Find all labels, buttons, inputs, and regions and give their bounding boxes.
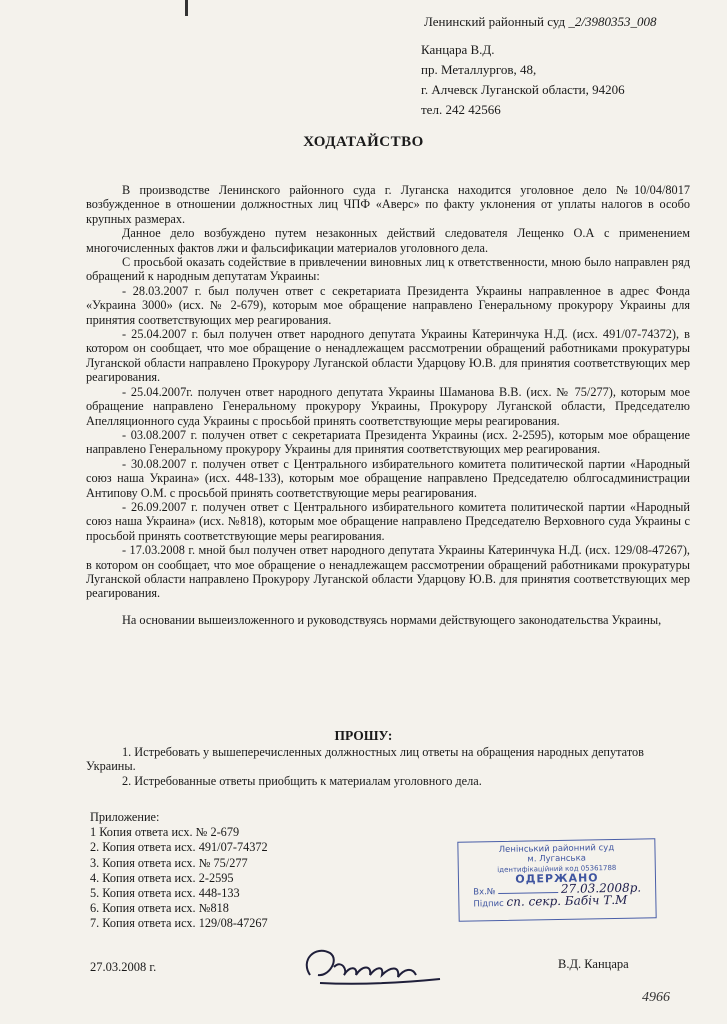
stamp-line: ідентифікаційний код 05361788 [497, 863, 617, 875]
court-stamp [457, 838, 656, 921]
appendix-item: 5. Копия ответа исх. 448-133 [90, 886, 240, 901]
request-heading: ПРОШУ: [334, 728, 393, 743]
stamp-received: ОДЕРЖАНО [515, 871, 599, 886]
paragraph: - 25.04.2007 г. был получен ответ народного депутата Украины Катеринчука Н.Д. (исх. 491/07-74372), в котором он сообщает, что мое обращение о ненадлежащем рассмотрении обращений работниками прокуратуры Луганской области направлено Прокурору Луганской области Ударцову Ю.В. для принятия соответствующих мер реагирования. [86, 327, 690, 385]
sender-block [421, 40, 625, 120]
stamp-in-date: 27.03.2008р. [560, 880, 642, 896]
court-name: Ленинский районный суд [424, 14, 566, 29]
document-title: ХОДАТАЙСТВО [303, 134, 424, 150]
paragraph: - 17.03.2008 г. мной был получен ответ народного депутата Украины Катеринчука Н.Д. (исх. 129/08-47267), в котором он сообщает, что мое обращение о ненадлежащем рассмотрении обращений работниками прокуратуры Луганской области направлено Прокурору Луганской области Ударцову Ю.В. для принятия соответствующих мер реагирования. [86, 543, 690, 601]
stamp-sign-label: Підпис [473, 898, 504, 910]
appendix-item: 1 Копия ответа исх. № 2-679 [90, 825, 240, 840]
request-list [86, 745, 690, 788]
paragraph: - 30.08.2007 г. получен ответ с Центрального избирательного комитета политической партии «Народный союз наша Украина» (исх. 448-133), которым мое обращение направлено Председателю облгосадминистрации Антипову О.М. с просьбой принять соответствующие меры реагирования. [86, 456, 690, 500]
appendix-item: 6. Копия ответа исх. №818 [90, 901, 229, 916]
page-number: 4966 [642, 990, 670, 1005]
paragraph-intro: В производстве Ленинского районного суда г. Луганска находится уголовное дело №10/04/8017 возбужденное в отношении должностных лиц ЧПФ «Аверс» по факту уклонения от уплаты налогов в особо крупных размерах. [86, 183, 690, 226]
stamp-line: м. Луганська [527, 853, 586, 865]
appendix-item: 2. Копия ответа исх. 491/07-74372 [90, 840, 268, 855]
scan-mark [185, 0, 188, 16]
appendix-item: 3. Копия ответа исх. № 75/277 [90, 855, 248, 870]
stamp-line: Ленінський районний суд [498, 842, 615, 856]
appendix-item: 4. Копия ответа исх. 2-2595 [90, 870, 234, 885]
document-header-id [424, 14, 656, 30]
sender-city: г. Алчевск Луганской области, 94206 [421, 82, 625, 97]
document-body [86, 183, 690, 627]
paragraph: - 26.09.2007 г. получен ответ с Центрального избирательного комитета политической партии «Народный союз наша Украина» (исх. №818), которым мое обращение направлено Председателю Верховного суда Украины с просьбой принять соответствующие меры реагирования. [86, 499, 690, 543]
stamp-sign-value: сп. секр. Бабіч Т.М [506, 892, 628, 909]
paragraph: - 03.08.2007 г. получен ответ с секретариата Президента Украины (исх. 2-2595), которым мое обращение направлено Генеральному прокурору Украины для принятия соответствующих мер реагирования. [86, 427, 690, 457]
handwritten-signature [300, 935, 450, 995]
sender-name: Канцара В.Д. [421, 42, 495, 57]
paragraph: - 25.04.2007г. получен ответ народного депутата Украины Шаманова В.В. (исх. № 75/277), которым мое обращение направлено Генеральному прокурору Украины, Прокурору Луганской области, Председателю Апелляционного суда Украины с просьбой принять соответствующие меры реагирования. [86, 384, 690, 428]
paragraph-basis: На основании вышеизложенного и руководствуясь нормами действующего законодательства Украины, [122, 612, 662, 627]
sender-street: пр. Металлургов, 48, [421, 62, 537, 77]
signer-name: В.Д. Канцара [558, 957, 629, 971]
stamp-in-label: Вх.№ [473, 887, 496, 898]
sender-phone: тел. 242 42566 [421, 102, 501, 117]
paragraph: - 28.03.2007 г. был получен ответ с секретариата Президента Украины направленное в адрес Фонда «Украина 3000» (исх. № 2-679), которым мое обращение направлено Генеральному прокурору Украины для принятия соответствующих мер реагирования. [86, 283, 690, 327]
document-date: 27.03.2008 г. [90, 960, 157, 974]
paragraph: Данное дело возбуждено путем незаконных действий следователя Лещенко О.А с применением многочисленных фактов лжи и фальсификации материалов уголовного дела. [86, 226, 690, 255]
request-item: 2. Истребованные ответы приобщить к материалам уголовного дела. [122, 773, 482, 788]
request-item: 1. Истребовать у вышеперечисленных должностных лиц ответы на обращения народных депутатов Украины. [86, 745, 644, 774]
doc-id: _2/3980353_008 [568, 14, 657, 29]
paragraph: С просьбой оказать содействие в привлечении виновных лиц к ответственности, мною было направлен ряд обращений к народным депутатам Украины: [86, 255, 690, 284]
appendix-item: 7. Копия ответа исх. 129/08-47267 [90, 916, 268, 931]
appendix-heading: Приложение: [90, 810, 160, 824]
appendix-list [90, 810, 268, 932]
stamp-sign-row [459, 894, 655, 909]
